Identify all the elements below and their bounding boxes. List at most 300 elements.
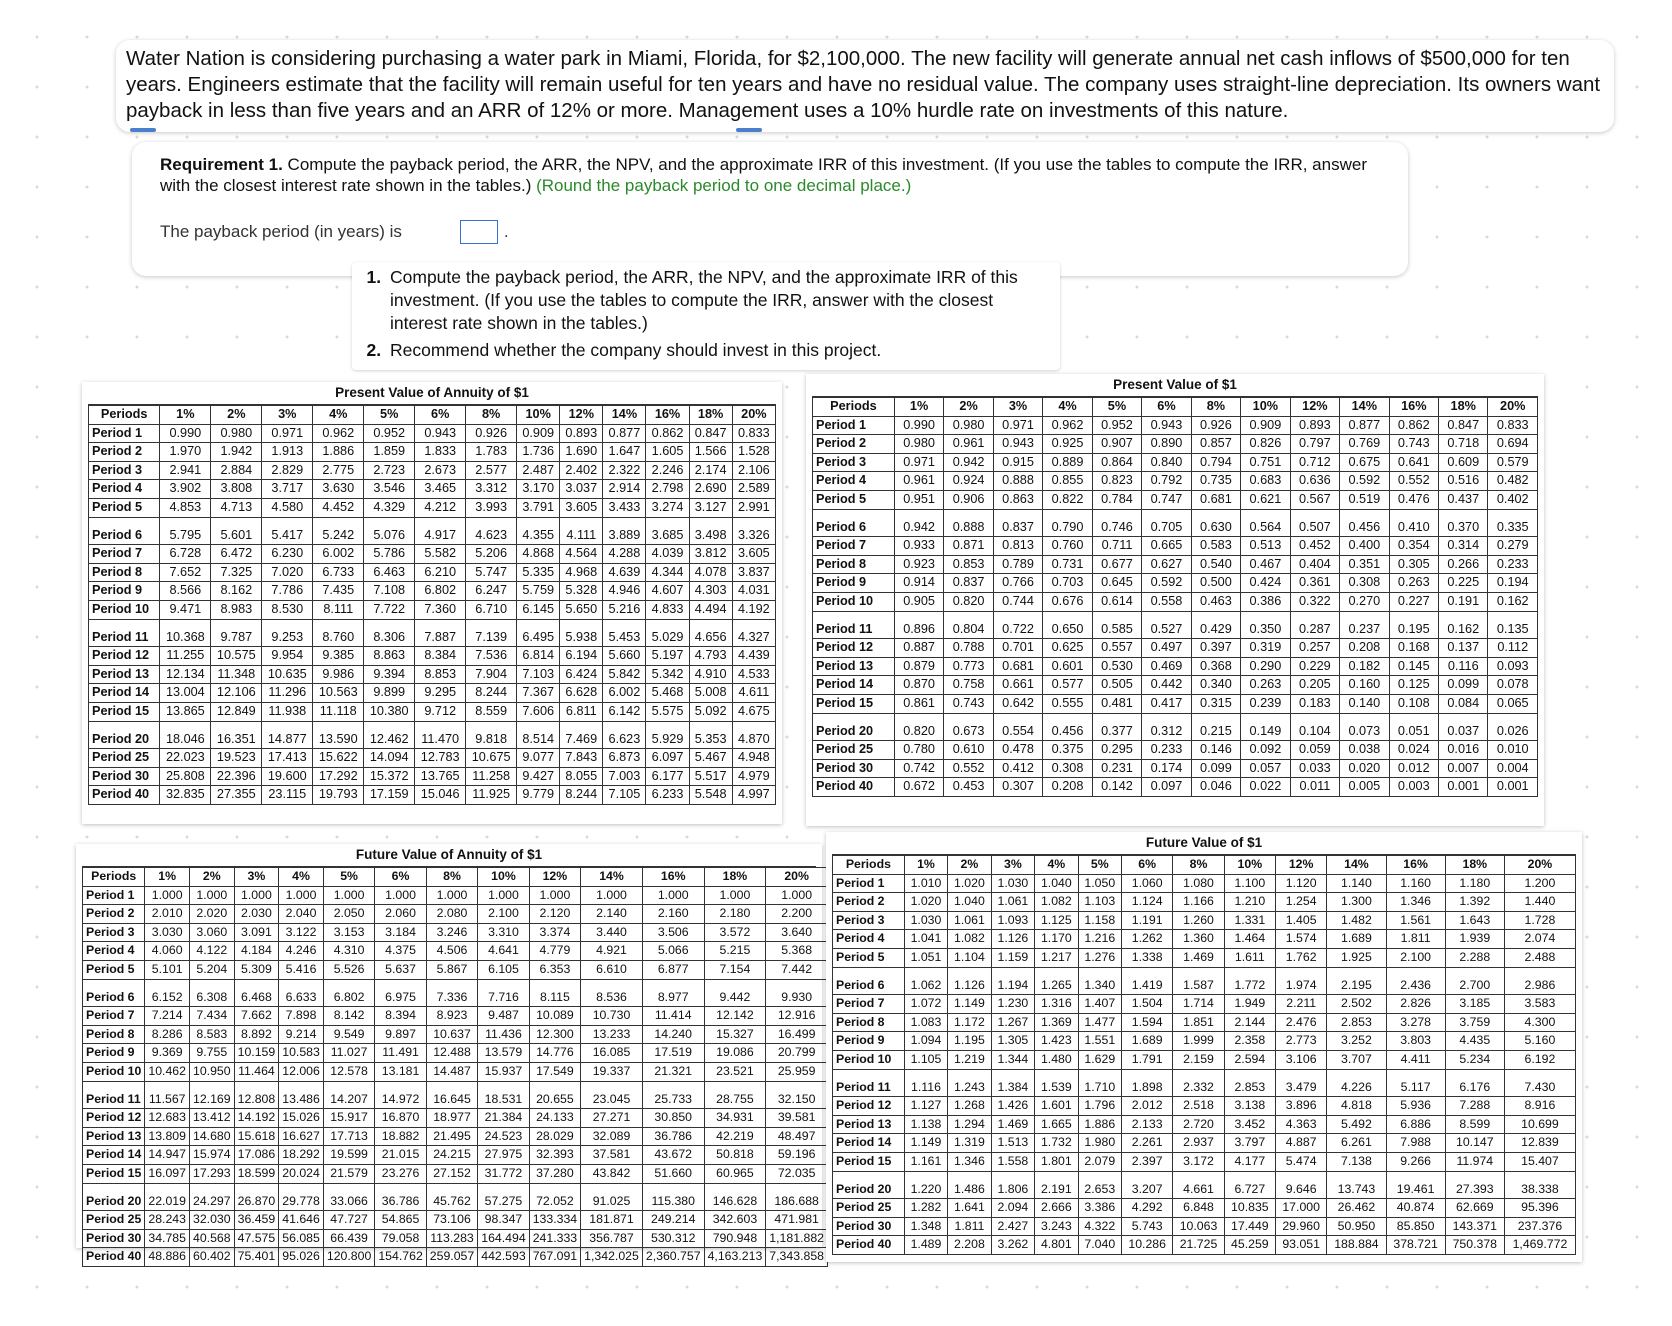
factor-cell: 2.914 [603,480,646,499]
factor-cell: 0.227 [1389,592,1438,611]
factor-cell: 3.326 [732,517,775,545]
factor-cell: 15.026 [279,1109,324,1128]
factor-cell: 0.319 [1241,639,1290,658]
factor-cell: 57.275 [478,1183,529,1211]
factor-cell: 1.040 [1035,874,1078,893]
factor-cell: 4.833 [646,600,689,619]
factor-cell: 18.882 [375,1127,426,1146]
factor-cell: 7.325 [211,563,262,582]
period-label: Period 25 [83,1211,145,1230]
factor-cell: 43.672 [642,1146,704,1165]
factor-cell: 17.293 [190,1164,235,1183]
table-row [83,960,828,979]
rate-header: 5% [1092,398,1141,417]
factor-cell: 5.492 [1327,1115,1386,1134]
factor-cell: 9.077 [517,749,560,768]
rate-header: 12% [1290,398,1339,417]
factor-cell: 0.980 [894,435,943,454]
factor-cell: 0.287 [1290,611,1339,639]
factor-cell: 10.159 [234,1044,279,1063]
factor-cell: 10.563 [313,684,364,703]
factor-cell: 3.172 [1173,1152,1224,1171]
factor-cell: 1.000 [375,886,426,905]
factor-cell: 0.011 [1290,778,1339,797]
factor-cell: 1.689 [1122,1032,1173,1051]
factor-cell: 24.215 [426,1146,477,1165]
table-row [833,911,1576,930]
factor-cell: 1.082 [1035,893,1078,912]
factor-cell: 7.020 [262,563,313,582]
factor-cell: 9.385 [313,647,364,666]
period-label: Period 15 [813,694,895,713]
factor-cell: 8.244 [466,684,517,703]
factor-cell: 115.380 [642,1183,704,1211]
factor-cell: 32.150 [766,1081,828,1109]
table-row [89,443,776,462]
factor-cell: 4.411 [1386,1050,1445,1069]
factor-cell: 2.140 [581,905,643,924]
factor-cell: 2.322 [603,461,646,480]
table-row [833,930,1576,949]
rate-header: 6% [1122,856,1173,875]
factor-cell: 19.337 [581,1062,643,1081]
factor-cell: 9.818 [466,721,517,749]
factor-cell: 0.500 [1191,574,1240,593]
factor-cell: 0.888 [944,509,993,537]
factor-cell: 5.526 [323,960,374,979]
factor-cell: 0.877 [1340,416,1389,435]
factor-cell: 0.092 [1241,741,1290,760]
rate-header: 16% [646,406,689,425]
factor-cell: 0.424 [1241,574,1290,593]
requirement-label: Requirement 1. [160,155,283,174]
factor-cell: 6.733 [313,563,364,582]
factor-cell: 1.103 [1078,893,1121,912]
factor-cell: 1.149 [948,995,991,1014]
factor-cell: 11.974 [1445,1152,1504,1171]
factor-cell: 1.690 [560,443,603,462]
rate-header: 12% [1276,856,1327,875]
factor-cell: 0.112 [1488,639,1538,658]
factor-cell: 1.913 [262,443,313,462]
factor-cell: 0.478 [993,741,1042,760]
factor-cell: 0.592 [1340,472,1389,491]
factor-cell: 0.650 [1043,611,1092,639]
factor-cell: 6.877 [642,960,704,979]
factor-cell: 1.124 [1122,893,1173,912]
factor-cell: 3.498 [689,517,732,545]
requirements-list [360,266,1052,362]
factor-cell: 0.012 [1389,759,1438,778]
factor-cell: 1.260 [1173,911,1224,930]
rate-header: 4% [1043,398,1092,417]
period-label: Period 40 [83,1248,145,1267]
factor-cell: 3.583 [1504,995,1575,1014]
factor-cell: 0.583 [1191,537,1240,556]
factor-cell: 241.333 [529,1229,580,1248]
factor-cell: 3.386 [1078,1199,1121,1218]
period-label: Period 10 [89,600,160,619]
factor-cell: 1.040 [948,893,991,912]
factor-cell: 0.160 [1340,676,1389,695]
factor-cell: 14.487 [426,1062,477,1081]
factor-cell: 7.040 [1078,1236,1121,1255]
factor-cell: 34.931 [704,1109,766,1128]
factor-cell: 0.010 [1488,741,1538,760]
factor-cell: 1.159 [991,948,1034,967]
factor-cell: 0.681 [993,657,1042,676]
factor-cell: 1.172 [948,1013,991,1032]
factor-cell: 22.396 [211,767,262,786]
table-row [813,435,1538,454]
factor-cell: 5.743 [1122,1217,1173,1236]
factor-cell: 0.108 [1389,694,1438,713]
factor-cell: 15.618 [234,1127,279,1146]
factor-cell: 6.728 [160,545,211,564]
factor-cell: 5.660 [603,647,646,666]
factor-cell: 0.861 [894,694,943,713]
factor-cell: 9.471 [160,600,211,619]
rate-header: 3% [991,856,1034,875]
factor-cell: 1.094 [904,1032,947,1051]
factor-cell: 0.769 [1340,435,1389,454]
factor-cell: 0.116 [1439,657,1488,676]
rate-header: 8% [466,406,517,425]
rate-header: 2% [944,398,993,417]
table-row [89,665,776,684]
period-label: Period 25 [89,749,160,768]
period-label: Period 8 [83,1025,145,1044]
factor-cell: 7.430 [1504,1069,1575,1097]
factor-cell: 0.896 [894,611,943,639]
factor-cell: 1.980 [1078,1134,1121,1153]
factor-cell: 0.980 [944,416,993,435]
factor-cell: 8.055 [560,767,603,786]
factor-cell: 0.314 [1439,537,1488,556]
factor-cell: 2.397 [1122,1152,1173,1171]
factor-cell: 2.133 [1122,1115,1173,1134]
factor-cell: 3.902 [160,480,211,499]
period-label: Period 1 [813,416,895,435]
factor-cell: 2.427 [991,1217,1034,1236]
factor-cell: 0.790 [1043,509,1092,537]
factor-cell: 4.184 [234,942,279,961]
factor-cell: 10.635 [262,665,313,684]
factor-cell: 0.001 [1488,778,1538,797]
factor-cell: 0.925 [1043,435,1092,454]
factor-cell: 17.086 [234,1146,279,1165]
period-label: Period 13 [833,1115,905,1134]
factor-cell: 2.937 [1173,1134,1224,1153]
factor-cell: 0.758 [944,676,993,695]
factor-cell: 10.089 [529,1007,580,1026]
factor-cell: 1.886 [1078,1115,1121,1134]
factor-cell: 3.122 [279,923,324,942]
rate-header: 2% [948,856,991,875]
period-label: Period 5 [89,498,160,517]
factor-cell: 1.125 [1035,911,1078,930]
factor-cell: 0.093 [1488,657,1538,676]
factor-cell: 0.862 [1389,416,1438,435]
factor-cell: 18.046 [160,721,211,749]
factor-cell: 1.772 [1224,967,1275,995]
factor-cell: 0.971 [993,416,1042,435]
factor-cell: 1.127 [904,1097,947,1116]
factor-cell: 2.700 [1445,967,1504,995]
factor-cell: 1.000 [279,886,324,905]
factor-cell: 1.489 [904,1236,947,1255]
period-label: Period 8 [833,1013,905,1032]
factor-cell: 4.779 [529,942,580,961]
rate-header: 14% [581,868,643,887]
factor-cell: 33.066 [323,1183,374,1211]
factor-cell: 14.972 [375,1081,426,1109]
table-row [833,1217,1576,1236]
factor-cell: 3.310 [478,923,529,942]
period-label: Period 20 [833,1171,905,1199]
factor-cell: 11.491 [375,1044,426,1063]
factor-cell: 5.206 [466,545,517,564]
factor-cell: 3.605 [560,498,603,517]
factor-cell: 0.731 [1043,555,1092,574]
factor-cell: 31.772 [478,1164,529,1183]
rate-header: 12% [529,868,580,887]
factor-cell: 12.142 [704,1007,766,1026]
factor-cell: 1.762 [1276,948,1327,967]
table-row [813,778,1538,797]
factor-cell: 8.536 [581,979,643,1007]
factor-cell: 12.808 [234,1081,279,1109]
factor-cell: 0.099 [1439,676,1488,695]
factor-cell: 20.655 [529,1081,580,1109]
factor-cell: 10.835 [1224,1199,1275,1218]
rate-header: 20% [766,868,828,887]
factor-cell: 6.495 [517,619,560,647]
factor-cell: 181.871 [581,1211,643,1230]
factor-cell: 0.840 [1142,453,1191,472]
factor-cell: 6.145 [517,600,560,619]
factor-cell: 4.300 [1504,1013,1575,1032]
table-row [89,545,776,564]
factor-cell: 4.122 [190,942,235,961]
period-label: Period 6 [833,967,905,995]
factor-cell: 15.046 [415,786,466,805]
factor-cell: 0.340 [1191,676,1240,695]
factor-cell: 0.942 [894,509,943,537]
factor-cell: 0.614 [1092,592,1141,611]
factor-cell: 249.214 [642,1211,704,1230]
factor-cell: 13.233 [581,1025,643,1044]
factor-cell: 7.716 [478,979,529,1007]
factor-cell: 7.662 [234,1007,279,1026]
factor-cell: 5.936 [1386,1097,1445,1116]
factor-cell: 2.826 [1386,995,1445,1014]
table-row [813,639,1538,658]
factor-cell: 8.853 [415,665,466,684]
factor-cell: 27.393 [1445,1171,1504,1199]
factor-cell: 3.572 [704,923,766,942]
factor-cell: 1.486 [948,1171,991,1199]
factor-cell: 6.424 [560,665,603,684]
factor-cell: 5.368 [766,942,828,961]
period-label: Period 10 [833,1050,905,1069]
factor-cell: 0.208 [1340,639,1389,658]
factor-cell: 14.776 [529,1044,580,1063]
factor-cell: 4.946 [603,582,646,601]
factor-cell: 1.080 [1173,874,1224,893]
factor-cell: 4.853 [160,498,211,517]
factor-cell: 1.000 [642,886,704,905]
factor-cell: 1.083 [904,1013,947,1032]
pv-annuity-table [88,405,776,805]
factor-cell: 1.194 [991,967,1034,995]
factor-cell: 48.886 [145,1248,190,1267]
factor-cell: 0.279 [1488,537,1538,556]
factor-cell: 0.636 [1290,472,1339,491]
factor-cell: 1.528 [732,443,775,462]
factor-cell: 7.469 [560,721,603,749]
factor-cell: 17.159 [364,786,415,805]
factor-cell: 3.605 [732,545,775,564]
rate-header: 8% [426,868,477,887]
table-row [89,702,776,721]
factor-cell: 9.954 [262,647,313,666]
factor-cell: 3.060 [190,923,235,942]
factor-cell: 3.243 [1035,1217,1078,1236]
payback-answer-input[interactable] [460,220,498,244]
factor-cell: 8.244 [560,786,603,805]
factor-cell: 7.288 [1445,1097,1504,1116]
factor-cell: 29.778 [279,1183,324,1211]
factor-cell: 1.276 [1078,948,1121,967]
factor-cell: 1.170 [1035,930,1078,949]
factor-cell: 41.646 [279,1211,324,1230]
factor-cell: 5.575 [646,702,689,721]
factor-cell: 0.926 [466,424,517,443]
table-row [83,923,828,942]
factor-cell: 0.558 [1142,592,1191,611]
factor-cell: 0.675 [1340,453,1389,472]
factor-cell: 10.675 [466,749,517,768]
factor-cell: 0.820 [894,713,943,741]
period-label: Period 40 [833,1236,905,1255]
factor-cell: 2.853 [1327,1013,1386,1032]
factor-cell: 21.725 [1173,1236,1224,1255]
factor-cell: 0.609 [1439,453,1488,472]
factor-cell: 1.407 [1078,995,1121,1014]
factor-cell: 4.818 [1327,1097,1386,1116]
factor-cell: 2.773 [1276,1032,1327,1051]
factor-cell: 1.140 [1327,874,1386,893]
factor-cell: 4.494 [689,600,732,619]
factor-cell: 0.579 [1488,453,1538,472]
period-label: Period 30 [833,1217,905,1236]
factor-cell: 0.592 [1142,574,1191,593]
rate-header: 14% [1327,856,1386,875]
factor-cell: 16.097 [145,1164,190,1183]
factor-cell: 27.975 [478,1146,529,1165]
factor-cell: 0.554 [993,713,1042,741]
rate-header: 1% [145,868,190,887]
factor-cell: 2.079 [1078,1152,1121,1171]
period-label: Period 4 [813,472,895,491]
factor-cell: 0.705 [1142,509,1191,537]
factor-cell: 8.983 [211,600,262,619]
factor-cell: 23.276 [375,1164,426,1183]
factor-cell: 442.593 [478,1248,529,1267]
factor-cell: 4.192 [732,600,775,619]
factor-cell: 0.375 [1043,741,1092,760]
factor-cell: 0.641 [1389,453,1438,472]
factor-cell: 5.468 [646,684,689,703]
factor-cell: 1.060 [1122,874,1173,893]
factor-cell: 750.378 [1445,1236,1504,1255]
factor-cell: 5.416 [279,960,324,979]
fv-table [832,855,1576,1255]
period-label: Period 4 [89,480,160,499]
factor-cell: 5.786 [364,545,415,564]
factor-cell: 0.404 [1290,555,1339,574]
table-title: Present Value of Annuity of $1 [88,382,776,405]
table-row [83,1109,828,1128]
factor-cell: 4,163.213 [704,1248,766,1267]
table-row [833,1134,1576,1153]
factor-cell: 2.050 [323,905,374,924]
factor-cell: 30.850 [642,1109,704,1128]
factor-cell: 3.184 [375,923,426,942]
factor-cell: 0.961 [944,435,993,454]
factor-cell: 0.773 [944,657,993,676]
factor-cell: 8.162 [211,582,262,601]
factor-cell: 0.577 [1043,676,1092,695]
factor-cell: 4.564 [560,545,603,564]
table-row [83,1183,828,1211]
factor-cell: 0.037 [1439,713,1488,741]
factor-cell: 3.207 [1122,1171,1173,1199]
factor-cell: 0.194 [1488,574,1538,593]
period-label: Period 9 [83,1044,145,1063]
factor-cell: 9.394 [364,665,415,684]
factor-cell: 0.174 [1142,759,1191,778]
factor-cell: 0.456 [1043,713,1092,741]
factor-cell: 2.144 [1224,1013,1275,1032]
factor-cell: 1.689 [1327,930,1386,949]
table-row [813,713,1538,741]
factor-cell: 17.413 [262,749,313,768]
factor-cell: 2.518 [1173,1097,1224,1116]
factor-cell: 0.065 [1488,694,1538,713]
requirement-step-1: 1. Compute the payback period, the ARR, the NPV, and the approximate IRR of this investment. (If you use the tables to compute the IRR, answer with the closest interest rate shown in the tables.) [386,266,1052,335]
factor-cell: 0.890 [1142,435,1191,454]
rate-header: 8% [1173,856,1224,875]
factor-cell: 4.870 [732,721,775,749]
factor-cell: 14.947 [145,1146,190,1165]
factor-cell: 0.024 [1389,741,1438,760]
factor-cell: 36.786 [375,1183,426,1211]
factor-cell: 1.999 [1173,1032,1224,1051]
factor-cell: 1.161 [904,1152,947,1171]
table-row [813,759,1538,778]
factor-cell: 10.699 [1504,1115,1575,1134]
factor-cell: 186.688 [766,1183,828,1211]
factor-cell: 5.867 [426,960,477,979]
factor-cell: 1.219 [948,1050,991,1069]
factor-cell: 9.930 [766,979,828,1007]
factor-cell: 9.295 [415,684,466,703]
factor-cell: 11.348 [211,665,262,684]
rate-header: 3% [993,398,1042,417]
factor-cell: 14.877 [262,721,313,749]
